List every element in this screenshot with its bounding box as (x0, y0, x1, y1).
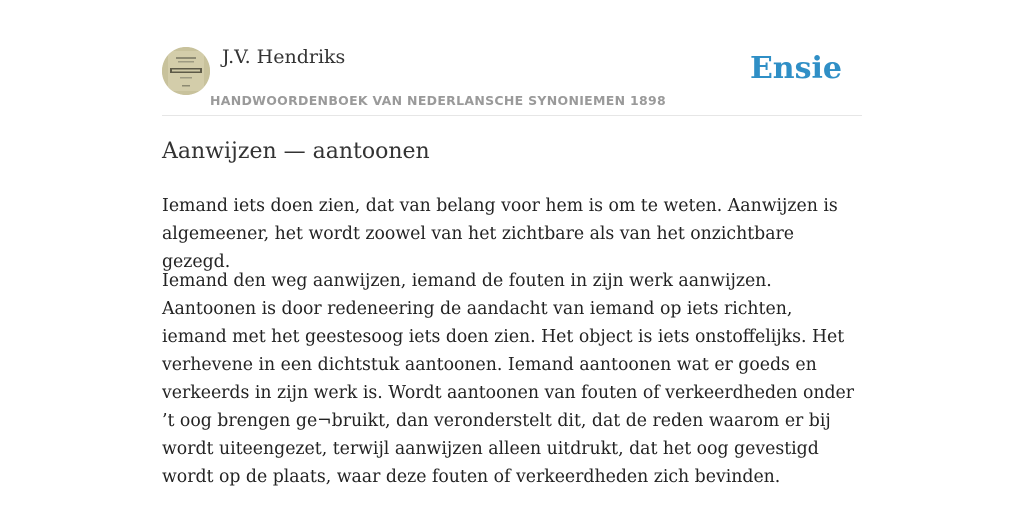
article-title: Aanwijzen — aantoonen (162, 139, 430, 164)
article-paragraph-2: Iemand den weg aanwijzen, iemand de fouten in zijn werk aanwijzen. Aantoonen is door redeneering de aandacht van iemand op iets richten, iemand met het geestesoog iets doen zien. Het object is iets onstoffelijks. Het verhevene in een dichtstuk aantoonen. Iemand aantoonen wat er goeds en verkeerds in zijn werk is. Wordt aantoonen van fouten of verkeerdheden onder ’t oog brengen ge¬bruikt, dan veronderstelt dit, dat de reden waarom er bij wordt uiteengezet, terwijl aanwijzen alleen uitdrukt, dat het oog gevestigd wordt op de plaats, waar deze fouten of verkeerdheden zich bevinden. (162, 271, 855, 487)
article-paragraph-1: Iemand iets doen zien, dat van belang voor hem is om te weten. Aanwijzen is algemeener, het wordt zoowel van het zichtbare als van het onzichtbare gezegd. (162, 196, 838, 272)
header (162, 0, 862, 116)
author-name[interactable]: J.V. Hendriks (222, 46, 346, 68)
book-cover-icon[interactable] (162, 47, 210, 95)
page-container (162, 0, 862, 487)
ensie-logo[interactable]: Ensie (749, 51, 842, 86)
source-title[interactable]: HANDWOORDENBOEK VAN NEDERLANSCHE SYNONIEMEN 1898 (210, 93, 667, 108)
book-cover-image (162, 47, 210, 95)
